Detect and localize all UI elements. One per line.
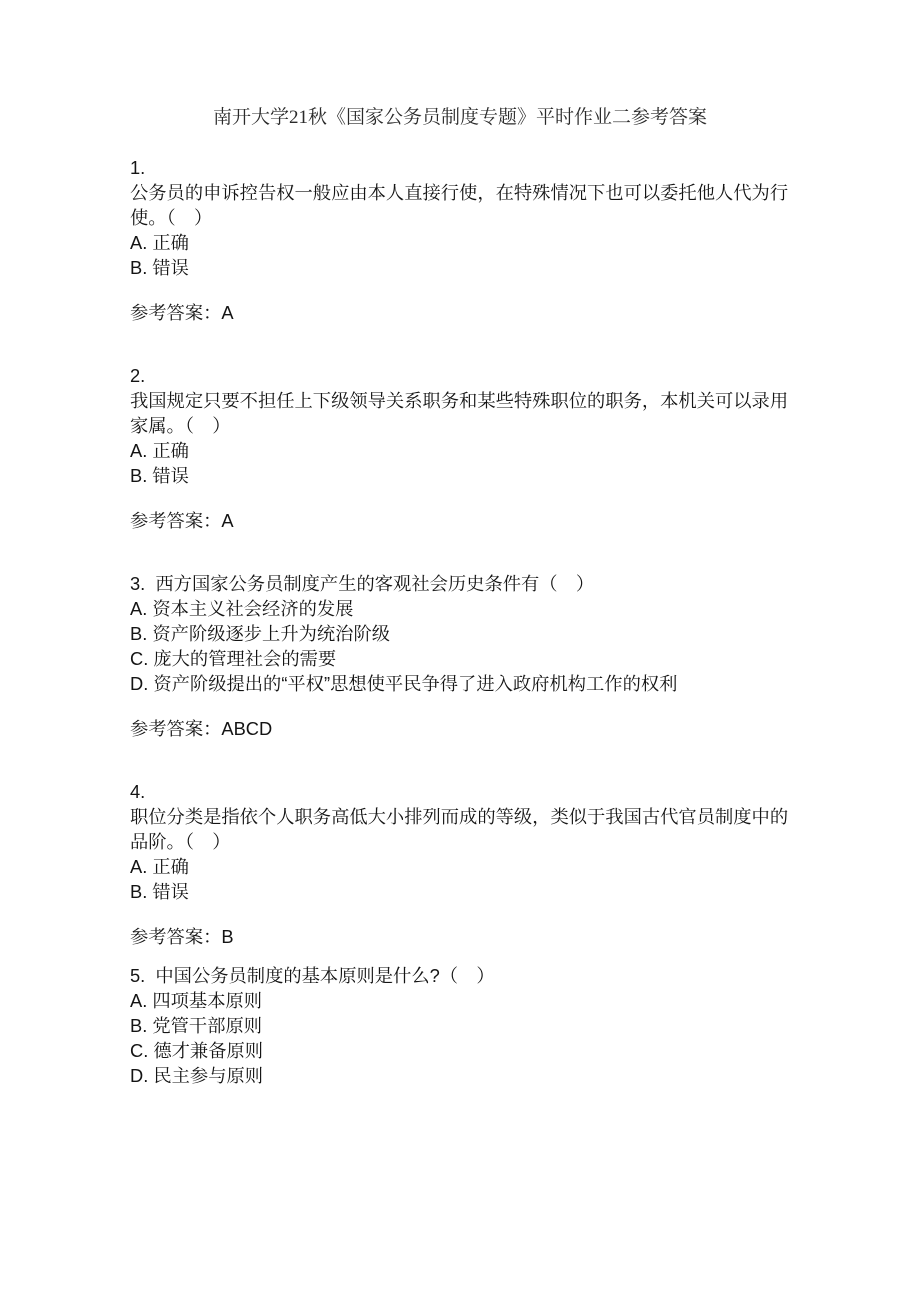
question-stem: 职位分类是指依个人职务高低大小排列而成的等级，类似于我国古代官员制度中的品阶。（ ） [130,806,789,852]
option-d: D. 民主参与原则 [130,1065,264,1086]
question-number: 1. [130,157,146,178]
question-stem: 3. 西方国家公务员制度产生的客观社会历史条件有（ ） [130,573,595,594]
option-b: B. 错误 [130,257,189,278]
option-d: D. 资产阶级提出的“平权”思想使平民争得了进入政府机构工作的权利 [130,673,678,694]
answer-value: A [221,510,234,531]
question-block-1 [130,155,790,325]
answer-label: 参考答案： [130,926,222,947]
question-stem: 公务员的申诉控告权一般应由本人直接行使，在特殊情况下也可以委托他人代为行使。（ ） [130,182,789,228]
option-a: A. 正确 [130,856,189,877]
option-c: C. 庞大的管理社会的需要 [130,648,337,669]
answer-label: 参考答案： [130,718,222,739]
question-stem: 我国规定只要不担任上下级领导关系职务和某些特殊职位的职务，本机关可以录用家属。（ ） [130,390,789,436]
option-a: A. 四项基本原则 [130,990,263,1011]
option-c: C. 德才兼备原则 [130,1040,264,1061]
option-a: A. 资本主义社会经济的发展 [130,598,354,619]
option-a: A. 正确 [130,440,189,461]
reference-answer [130,300,790,325]
question-block-2 [130,363,790,533]
question-number: 2. [130,365,146,386]
question-number: 4. [130,781,146,802]
option-b: B. 党管干部原则 [130,1015,263,1036]
answer-value: B [221,926,234,947]
question-stem: 5. 中国公务员制度的基本原则是什么?（ ） [130,965,495,986]
answer-label: 参考答案： [130,510,222,531]
answer-label: 参考答案： [130,302,222,323]
question-block-5 [130,963,790,1088]
answer-value: ABCD [221,718,273,739]
option-b: B. 资产阶级逐步上升为统治阶级 [130,623,391,644]
option-a: A. 正确 [130,232,189,253]
option-b: B. 错误 [130,465,189,486]
document-title: 南开大学21秋《国家公务员制度专题》平时作业二参考答案 [212,107,707,128]
reference-answer [130,508,790,533]
option-b: B. 错误 [130,881,189,902]
question-block-4 [130,779,790,949]
document-page [0,105,920,1088]
reference-answer [130,924,790,949]
question-block-3 [130,571,790,741]
answer-value: A [221,302,234,323]
reference-answer [130,716,790,741]
